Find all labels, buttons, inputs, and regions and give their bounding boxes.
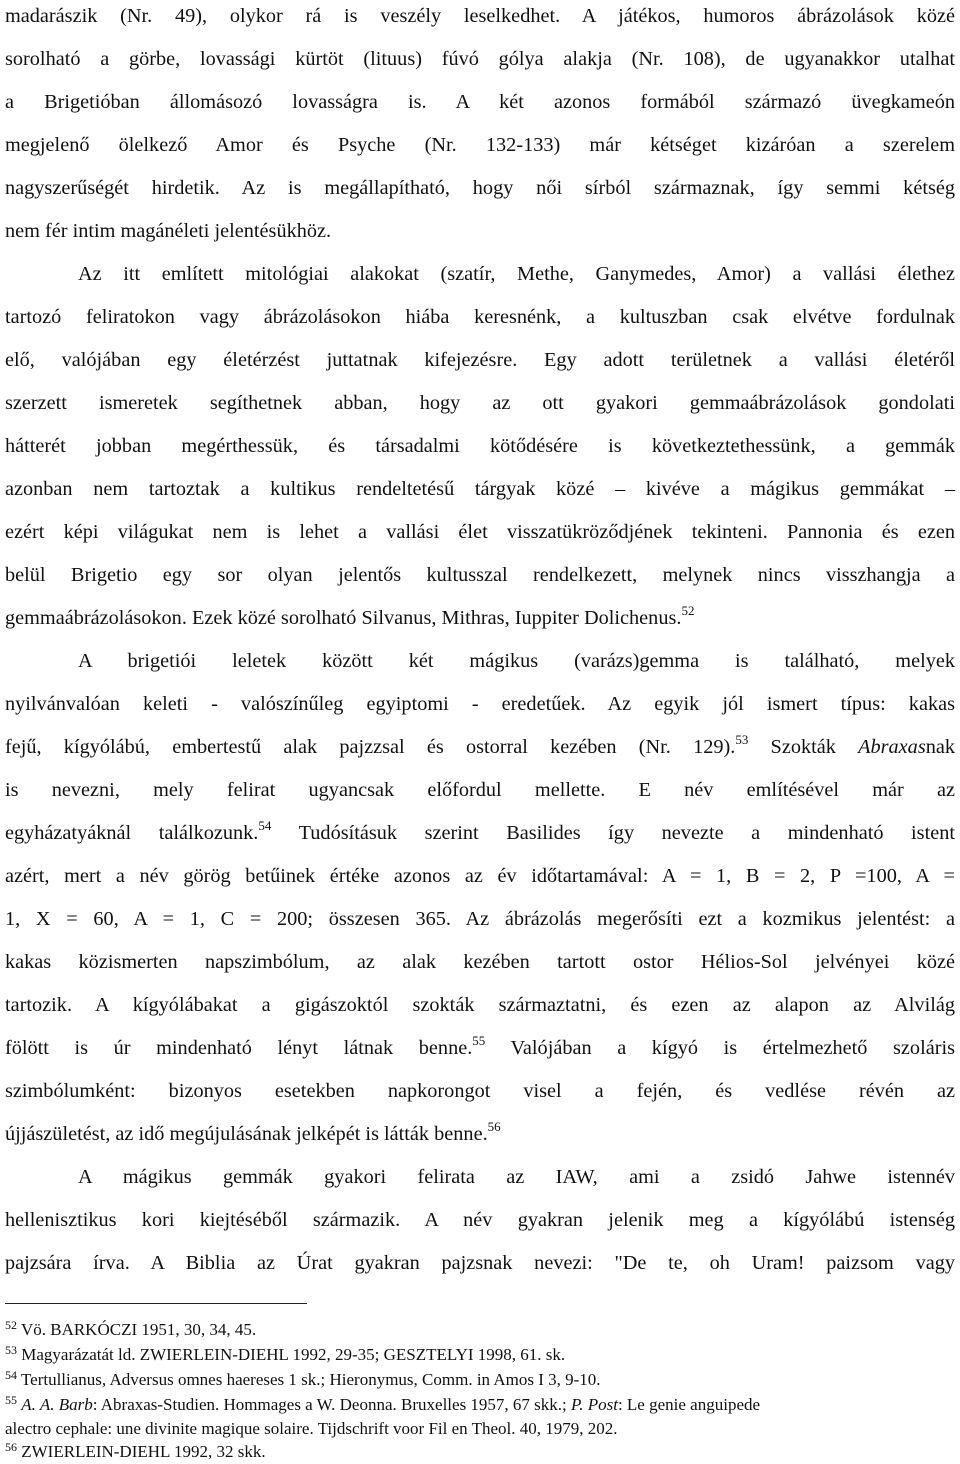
footnote: $^{55}$ A. A. Barb: Abraxas-Studien. Hommages a W. Deonna. Bruxelles 1957, 67 skk.; P. Post: Le genie anguipede — [5, 1393, 761, 1414]
footnote-ref: 55 — [472, 1033, 486, 1048]
footnote: $^{54}$ Tertullianus, Adversus omnes haereses 1 sk.; Hieronymus, Comm. in Amos I 3, 9-10. — [5, 1368, 601, 1389]
body-line: nyilvánvalóan keleti - valószínűleg egyiptomi - eredetűek. Az egyik jól ismert típus: kakas — [5, 693, 955, 715]
footnote-number: 55 — [5, 1393, 17, 1407]
body-line: ezért képi világukat nem is lehet a vallási élet visszatükröződjének tekinteni. Pannonia és ezen — [5, 521, 955, 543]
body-line: megjelenő ölelkező Amor és Psyche (Nr. 132-133) már kétséget kizáróan a szerelem — [5, 134, 955, 156]
body-line: fölött is úr mindenható lényt látnak benne.$^{55}$ Valójában a kígyó is értelmezhető szoláris — [5, 1033, 955, 1059]
paragraph-start: A mágikus gemmák gyakori felirata az IAW, ami a zsidó Jahwe istennév — [78, 1166, 955, 1188]
footnote-number: 53 — [5, 1343, 17, 1357]
body-line: sorolható a görbe, lovassági kürtöt (lituus) fúvó gólya alakja (Nr. 108), de ugyanakkor utalhat — [5, 48, 955, 70]
body-line: szerzett ismeretek segíthetnek abban, hogy az ott gyakori gemmaábrázolások gondolati — [5, 392, 955, 414]
body-line: hellenisztikus kori kiejtéséből származik. A név gyakran jelenik meg a kígyólábú istenség — [5, 1209, 955, 1231]
footnote-number: 54 — [5, 1368, 17, 1382]
footnote: $^{52}$ Vö. BARKÓCZI 1951, 30, 34, 45. — [5, 1318, 257, 1339]
body-line: nem fér intim magánéleti jelentésükhöz. — [5, 220, 332, 242]
footnote-continuation: alectro cephale: une divinite magique solaire. Tijdschrift voor Fil en Theol. 40, 1979, 202. — [5, 1419, 618, 1438]
body-line: elő, valójában egy életérzést juttatnak kifejezésre. Egy adott területnek a vallási életéről — [5, 349, 955, 371]
footnote-ref: 53 — [735, 732, 749, 747]
body-line: nagyszerűségét hirdetik. Az is megállapítható, hogy női sírból származnak, így semmi kétség — [5, 177, 955, 199]
body-line: is nevezni, mely felirat ugyancsak előfordul mellette. E név említésével már az — [5, 779, 955, 801]
body-line: pajzsára írva. A Biblia az Úrat gyakran pajzsnak nevezi: "De te, oh Uram! paizsom vagy — [5, 1252, 955, 1274]
body-line: belül Brigetio egy sor olyan jelentős kultusszal rendelkezett, melynek nincs visszhangja a — [5, 564, 955, 586]
body-line: tartozik. A kígyólábakat a gigászoktól szokták származtatni, és ezen az alapon az Alvilág — [5, 994, 955, 1016]
footnote-ref: 52 — [681, 603, 695, 618]
body-line: kakas közismerten napszimbólum, az alak kezében tartott ostor Hélios-Sol jelvényei közé — [5, 951, 955, 973]
body-line: tartozó feliratokon vagy ábrázolásokon hiába keresnénk, a kultuszban csak elvétve fordulnak — [5, 306, 955, 328]
body-line: hátterét jobban megérthessük, és társadalmi kötődésére is következtethessünk, a gemmák — [5, 435, 955, 457]
footnote-ref: 54 — [258, 818, 272, 833]
body-line: madarászik (Nr. 49), olykor rá is veszély leselkedhet. A játékos, humoros ábrázolások közé — [5, 5, 955, 27]
footnote: $^{56}$ ZWIERLEIN-DIEHL 1992, 32 skk. — [5, 1440, 266, 1461]
footnote-number: 52 — [5, 1318, 17, 1332]
footnote: $^{53}$ Magyarázatát ld. ZWIERLEIN-DIEHL 1992, 29-35; GESZTELYI 1998, 61. sk. — [5, 1343, 566, 1364]
body-line: egyházatyáknál találkozunk.$^{54}$ Tudósításuk szerint Basilides így nevezte a mindenható istent — [5, 818, 955, 844]
body-line: azonban nem tartoztak a kultikus rendeltetésű tárgyak közé – kivéve a mágikus gemmákat – — [5, 478, 955, 500]
body-line: azért, mert a név görög betűinek értéke azonos az év időtartamával: A = 1, B = 2, P =100, A = — [5, 865, 955, 887]
body-line: szimbólumként: bizonyos esetekben napkorongot visel a fején, és vedlése révén az — [5, 1080, 955, 1102]
body-line: gemmaábrázolásokon. Ezek közé sorolható Silvanus, Mithras, Iuppiter Dolichenus.$^{52}$ — [5, 603, 695, 629]
paragraph-start: A brigetiói leletek között két mágikus (varázs)gemma is található, melyek — [78, 650, 955, 672]
body-line: fejű, kígyólábú, embertestű alak pajzzsal és ostorral kezében (Nr. 129).$^{53}$ Szokták Abraxasnak — [5, 732, 956, 758]
footnote-ref: 56 — [487, 1119, 501, 1134]
body-line: újjászületést, az idő megújulásának jelképét is látták benne.$^{56}$ — [5, 1119, 501, 1145]
paragraph-start: Az itt említett mitológiai alakokat (szatír, Methe, Ganymedes, Amor) a vallási élethez — [78, 263, 955, 285]
footnote-number: 56 — [5, 1440, 17, 1454]
body-line: 1, X = 60, A = 1, C = 200; összesen 365. Az ábrázolás megerősíti ezt a kozmikus jelentést: a — [5, 908, 955, 930]
footnote-separator — [5, 1303, 307, 1304]
body-line: a Brigetióban állomásozó lovasságra is. A két azonos formából származó üvegkameón — [5, 91, 955, 113]
